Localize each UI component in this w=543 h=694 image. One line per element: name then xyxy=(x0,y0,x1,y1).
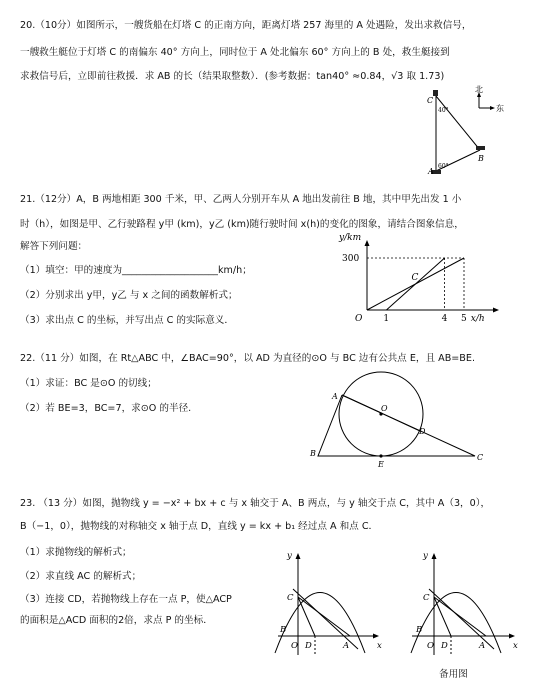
label-b: B xyxy=(478,154,484,163)
label-d: D xyxy=(441,641,448,651)
label-x: x xyxy=(513,641,518,651)
label-c: C xyxy=(423,593,430,603)
label-a: A xyxy=(479,641,486,651)
q21-sub1: （1）填空：甲的速度为____________________km/h； xyxy=(20,265,252,276)
q21-line1: 21.（12分）A，B 两地相距 300 千米，甲、乙两人分别开车从 A 地出发前往 B 地，其中甲先出发 1 小 xyxy=(20,194,462,205)
q23-line2: B（−1，0），抛物线的对称轴交 x 轴于点 D，直线 y = kx + b₁ 经过点 A 和点 C． xyxy=(20,521,379,532)
x-axis-label: x/h xyxy=(470,314,485,324)
origin-label: O xyxy=(355,314,363,324)
q20-line3: 求救信号后，立即前往救援．求 AB 的长（结果取整数）．(参考数据：tan40° ≈0.84，√3 取 1.73) xyxy=(20,71,445,82)
q23-sub4: 的面积是△ACD 面积的2倍，求点 P 的坐标． xyxy=(20,615,213,626)
q20-line1: 20.（10分）如图所示，一艘货船在灯塔 C 的正南方向，距离灯塔 257 海里的 A 处遇险，发出求救信号， xyxy=(20,20,472,31)
angle-60: 60° xyxy=(438,163,449,170)
label-y: y xyxy=(287,551,292,561)
label-y: y xyxy=(423,551,428,561)
y-axis-label: y/km xyxy=(339,233,362,243)
spare-figure-label: 备用图 xyxy=(439,669,468,680)
label-a: A xyxy=(332,392,338,401)
q23-sub3: （3）连接 CD，若抛物线上存在一点 P，使△ACP xyxy=(20,594,232,605)
q22-sub2: （2）若 BE=3，BC=7，求⊙O 的半径. xyxy=(20,403,192,414)
label-x: x xyxy=(377,641,382,651)
east-label: 东 xyxy=(496,104,504,113)
north-label: 北 xyxy=(475,85,483,94)
label-c: C xyxy=(427,96,434,105)
label-a: A xyxy=(428,167,434,176)
q21-sub2: （2）分别求出 y甲，y乙 与 x 之间的函数解析式； xyxy=(20,290,238,301)
q22-line1: 22.（11 分）如图，在 Rt△ABC 中，∠BAC=90°，以 AD 为直径的⊙O 与 BC 边有公共点 E，且 AB=BE. xyxy=(20,353,476,364)
q21-line3: 解答下列问题： xyxy=(20,241,88,252)
y-tick-label-300: 300 xyxy=(342,254,360,264)
label-c: C xyxy=(287,593,294,603)
label-b: B xyxy=(416,625,423,635)
label-c: C xyxy=(477,453,484,462)
q23-line1: 23. （13 分）如图，抛物线 y = −x² + bx + c 与 x 轴交于 A、B 两点，与 y 轴交于点 C，其中 A（3，0）， xyxy=(20,498,491,509)
label-o: O xyxy=(427,641,434,651)
label-b: B xyxy=(310,449,316,458)
angle-40: 40° xyxy=(438,107,449,114)
label-a: A xyxy=(343,641,350,651)
x-tick-label-5: 5 xyxy=(461,314,467,324)
q23-sub1: （1）求抛物线的解析式； xyxy=(20,547,132,558)
label-o: O xyxy=(291,641,298,651)
q20-line2: 一艘救生艇位于灯塔 C 的南偏东 40° 方向上，同时位于 A 处北偏东 60° 方向上的 B 处，救生艇接到 xyxy=(20,47,450,58)
label-e: E xyxy=(378,460,384,469)
label-o: O xyxy=(381,404,388,413)
q21-line2: 时（h），如图是甲、乙行驶路程 y甲 (km)，y乙 (km)随行驶时间 x(h)的变化的图象，请结合图象信息， xyxy=(20,219,464,230)
q23-sub2: （2）求直线 AC 的解析式； xyxy=(20,571,142,582)
q22-sub1: （1）求证：BC 是⊙O 的切线； xyxy=(20,378,157,389)
x-tick-label-4: 4 xyxy=(441,314,448,324)
label-b: B xyxy=(280,625,287,635)
q21-sub3: （3）求出点 C 的坐标，并写出点 C 的实际意义． xyxy=(20,315,234,326)
label-d: D xyxy=(305,641,312,651)
label-d: D xyxy=(419,427,426,436)
x-tick-label-1: 1 xyxy=(383,314,390,324)
point-c-label: C xyxy=(411,273,419,283)
